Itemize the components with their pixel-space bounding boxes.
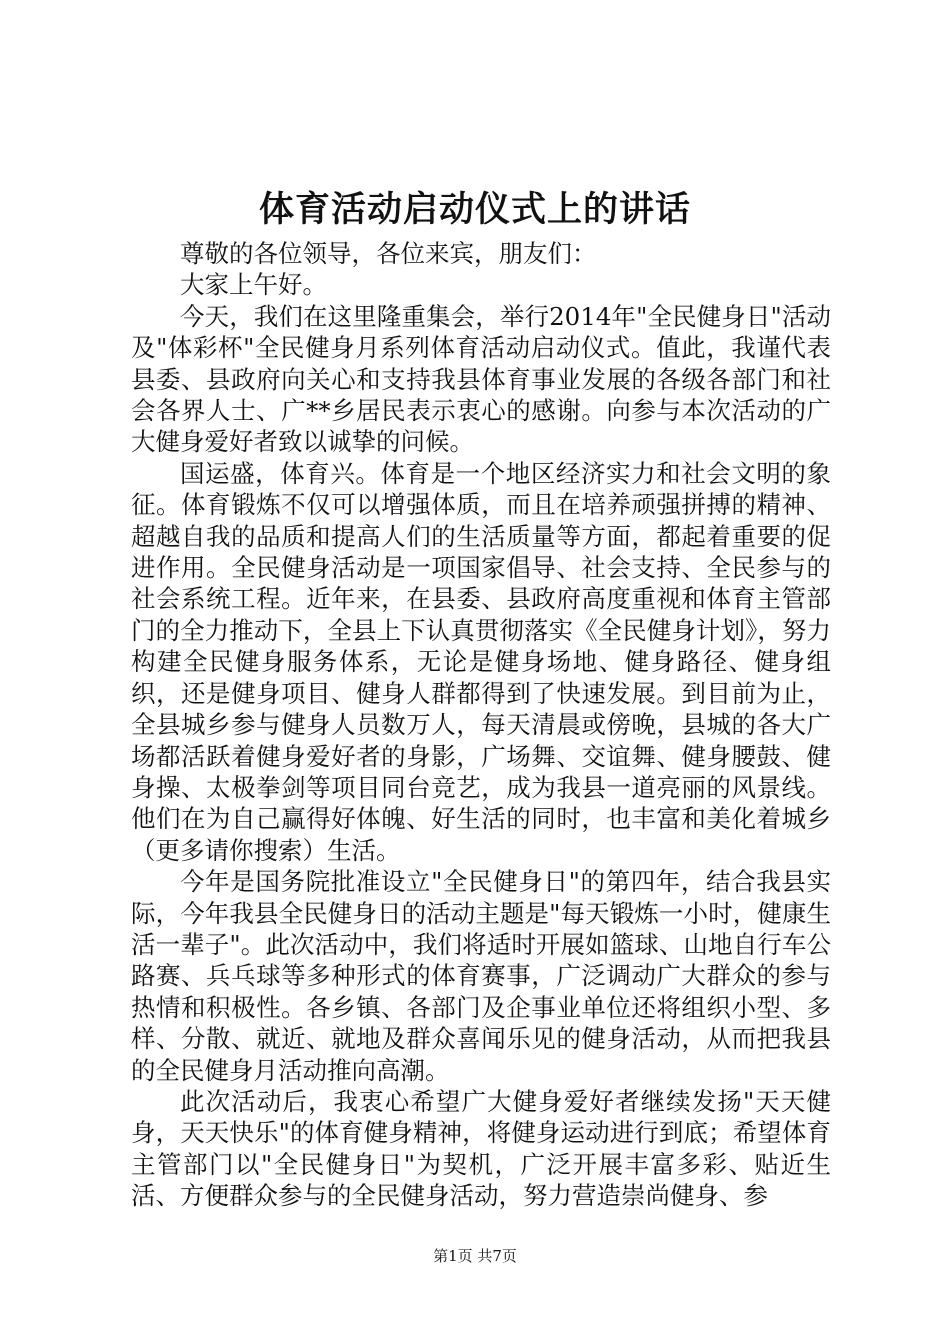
page-number: 第1页 共7页 (433, 1247, 517, 1265)
paragraph-sports-significance: 国运盛，体育兴。体育是一个地区经济实力和社会文明的象征。体育锻炼不仅可以增强体质，而且在培养顽强拼搏的精神、超越自我的品质和提高人们的生活质量等方面，都起着重要的促进作用。全民健身活动是一项国家倡导、社会支持、全民参与的社会系统工程。近年来，在县委、县政府高度重视和体育主管部门的全力推动下，全县上下认真贯彻落实《全民健身计划》，努力构建全民健身服务体系，无论是健身场地、健身路径、健身组织，还是健身项目、健身人群都得到了快速发展。到目前为止，全县城乡参与健身人员数万人，每天清晨或傍晚，县城的各大广场都活跃着健身爱好者的身影，广场舞、交谊舞、健身腰鼓、健身操、太极拳剑等项目同台竞艺，成为我县一道亮丽的风景线。他们在为自己赢得好体魄、好生活的同时，也丰富和美化着城乡（更多请你搜索）生活。 (131, 458, 831, 865)
paragraph-hopes: 此次活动后，我衷心希望广大健身爱好者继续发扬"天天健身，天天快乐"的体育健身精神，将健身运动进行到底；希望体育主管部门以"全民健身日"为契机，广泛开展丰富多彩、贴近生活、方便群众参与的全民健身活动，努力营造崇尚健身、参 (131, 1086, 831, 1211)
document-body (131, 238, 831, 1212)
paragraph-activity-plan: 今年是国务院批准设立"全民健身日"的第四年，结合我县实际，今年我县全民健身日的活动主题是"每天锻炼一小时，健康生活一辈子"。此次活动中，我们将适时开展如篮球、山地自行车公路赛、兵乓球等多种形式的体育赛事，广泛调动广大群众的参与热情和积极性。各乡镇、各部门及企事业单位还将组织小型、多样、分散、就近、就地及群众喜闻乐见的健身活动，从而把我县的全民健身月活动推向高潮。 (131, 867, 831, 1085)
document-title: 体育活动启动仪式上的讲话 (258, 189, 691, 230)
paragraph-opening: 今天，我们在这里隆重集会，举行2014年"全民健身日"活动及"体彩杯"全民健身月系列体育活动启动仪式。值此，我谨代表县委、县政府向关心和支持我县体育事业发展的各级各部门和社会各界人士、广**乡居民表示衷心的感谢。向参与本次活动的广大健身爱好者致以诚挚的问候。 (131, 301, 831, 457)
paragraph-salutation: 大家上午好。 (180, 270, 327, 300)
paragraph-greeting: 尊敬的各位领导，各位来宾，朋友们： (180, 239, 597, 268)
